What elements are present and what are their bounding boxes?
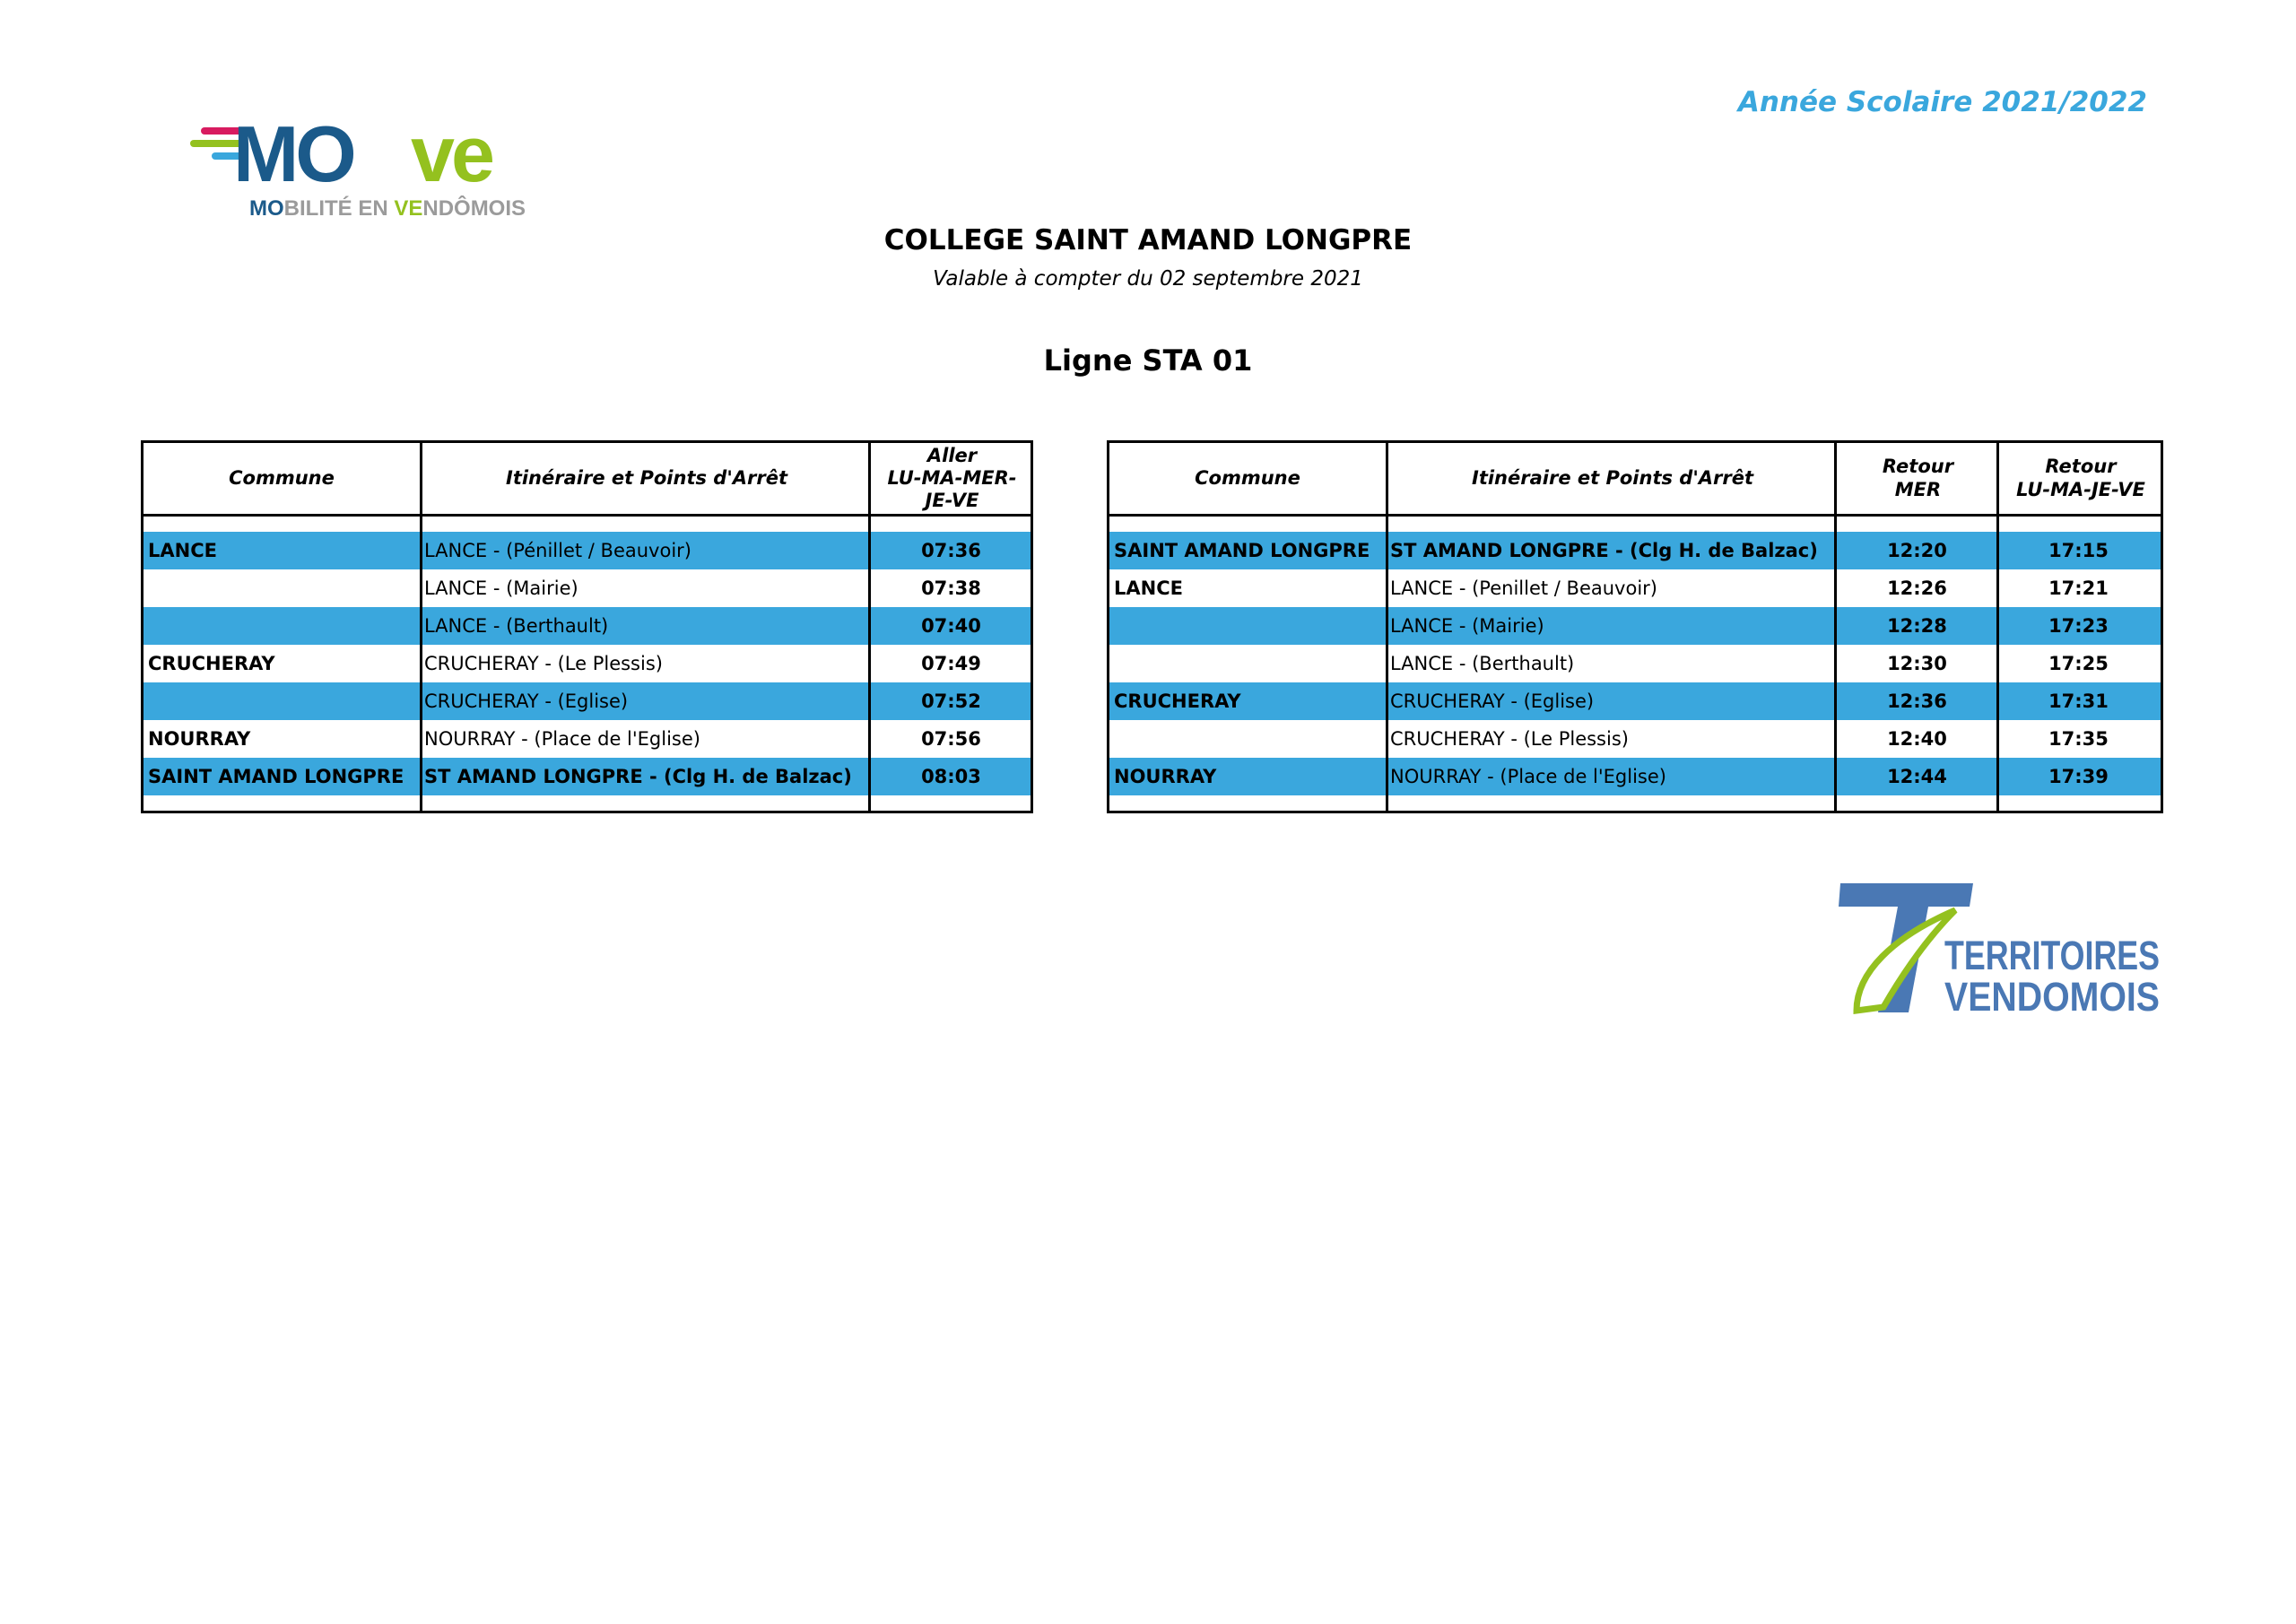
commune-cell: [1114, 607, 1383, 645]
table-row: [1109, 607, 2161, 645]
time-mer-cell: 12:30: [1887, 653, 1947, 674]
time-week-cell: 17:35: [2048, 728, 2109, 750]
commune-cell: [1114, 645, 1383, 682]
table-row: [144, 607, 1031, 645]
stop-cell: LANCE - (Mairie): [1390, 615, 1544, 637]
table-row: [144, 720, 1031, 758]
time-week-cell: 17:23: [2048, 615, 2109, 637]
stop-cell: LANCE - (Pénillet / Beauvoir): [424, 540, 691, 561]
time-cell: 07:40: [921, 615, 981, 637]
header-commune: Commune: [1195, 466, 1300, 489]
column-divider: [1996, 443, 1999, 811]
header-commune: Commune: [229, 466, 335, 489]
svg-text:VENDOMOIS: VENDOMOIS: [1944, 974, 2160, 1020]
commune-cell: [148, 682, 417, 720]
table-row: [144, 758, 1031, 795]
table-row: [144, 569, 1031, 607]
table-row: [1109, 532, 2161, 569]
column-divider: [868, 443, 871, 811]
retour-timetable: [1107, 440, 2163, 813]
table-row: [144, 532, 1031, 569]
stop-cell: LANCE - (Berthault): [424, 615, 609, 637]
stop-cell: LANCE - (Mairie): [424, 578, 578, 599]
header-retour-week: [2001, 443, 2161, 514]
stop-cell: CRUCHERAY - (Eglise): [1390, 690, 1595, 712]
time-mer-cell: 12:40: [1887, 728, 1947, 750]
stop-cell: ST AMAND LONGPRE - (Clg H. de Balzac): [424, 766, 852, 787]
commune-cell: CRUCHERAY: [1114, 690, 1241, 712]
college-title: COLLEGE SAINT AMAND LONGPRE: [883, 224, 1413, 256]
header-retour-label: Retour: [2045, 456, 2117, 478]
table-row: [1109, 720, 2161, 758]
time-week-cell: 17:21: [2048, 578, 2109, 599]
retour-table-body: [1109, 517, 2161, 811]
table-row: [1109, 645, 2161, 682]
stop-cell: CRUCHERAY - (Eglise): [424, 690, 629, 712]
header-retour-days: LU-MA-JE-VE: [2016, 478, 2145, 500]
stop-cell: LANCE - (Penillet / Beauvoir): [1390, 578, 1657, 599]
svg-text:ve: ve: [411, 109, 491, 198]
time-cell: 07:49: [921, 653, 981, 674]
aller-table-header: [144, 443, 1031, 517]
move-logo: [190, 109, 576, 230]
table-row: [144, 645, 1031, 682]
header-retour-days: MER: [1894, 478, 1942, 500]
time-mer-cell: 12:26: [1887, 578, 1947, 599]
time-cell: 07:56: [921, 728, 981, 750]
time-cell: 07:52: [921, 690, 981, 712]
aller-timetable: [141, 440, 1033, 813]
time-mer-cell: 12:28: [1887, 615, 1947, 637]
svg-text:MO: MO: [233, 109, 353, 198]
stop-cell: CRUCHERAY - (Le Plessis): [1390, 728, 1629, 750]
aller-table-body: [144, 517, 1031, 811]
commune-cell: SAINT AMAND LONGPRE: [1114, 540, 1370, 561]
stop-cell: ST AMAND LONGPRE - (Clg H. de Balzac): [1390, 540, 1818, 561]
stop-cell: CRUCHERAY - (Le Plessis): [424, 653, 663, 674]
stop-cell: NOURRAY - (Place de l'Eglise): [424, 728, 700, 750]
commune-cell: LANCE: [148, 540, 217, 561]
time-cell: 07:38: [921, 578, 981, 599]
header-itineraire: Itinéraire et Points d'Arrêt: [506, 466, 787, 489]
header-aller-line: Aller: [926, 444, 978, 466]
header-aller-time: [874, 443, 1031, 514]
commune-cell: NOURRAY: [148, 728, 251, 750]
territoires-vendomois-logo: [1839, 883, 2163, 1018]
time-mer-cell: 12:20: [1887, 540, 1947, 561]
header-retour-mer: [1839, 443, 1996, 514]
time-mer-cell: 12:36: [1887, 690, 1947, 712]
line-title: Ligne STA 01: [1043, 343, 1253, 378]
commune-cell: LANCE: [1114, 578, 1183, 599]
time-cell: 08:03: [921, 766, 981, 787]
svg-text:TERRITOIRES: TERRITOIRES: [1944, 933, 2160, 978]
column-divider: [1834, 443, 1837, 811]
commune-cell: [148, 569, 417, 607]
validity-date: Valable à compter du 02 septembre 2021: [933, 267, 1363, 291]
commune-cell: [1114, 720, 1383, 758]
time-week-cell: 17:15: [2048, 540, 2109, 561]
commune-cell: CRUCHERAY: [148, 653, 275, 674]
header-aller-days: JE-VE: [925, 490, 979, 512]
table-row: [1109, 682, 2161, 720]
time-mer-cell: 12:44: [1887, 766, 1947, 787]
column-divider: [1386, 443, 1388, 811]
table-row: [1109, 569, 2161, 607]
table-row: [1109, 758, 2161, 795]
table-row: [144, 682, 1031, 720]
commune-cell: NOURRAY: [1114, 766, 1217, 787]
stop-cell: NOURRAY - (Place de l'Eglise): [1390, 766, 1666, 787]
time-week-cell: 17:39: [2048, 766, 2109, 787]
header-itineraire: Itinéraire et Points d'Arrêt: [1472, 466, 1753, 489]
header-retour-label: Retour: [1882, 456, 1954, 478]
svg-text:MOBILITÉ EN VENDÔMOIS: MOBILITÉ EN VENDÔMOIS: [249, 196, 526, 221]
time-week-cell: 17:31: [2048, 690, 2109, 712]
commune-cell: SAINT AMAND LONGPRE: [148, 766, 404, 787]
time-cell: 07:36: [921, 540, 981, 561]
stop-cell: LANCE - (Berthault): [1390, 653, 1575, 674]
header-aller-days: LU-MA-MER-: [887, 466, 1017, 489]
school-year: Année Scolaire 2021/2022: [1737, 86, 2147, 118]
column-divider: [420, 443, 422, 811]
retour-table-header: [1109, 443, 2161, 517]
commune-cell: [148, 607, 417, 645]
time-week-cell: 17:25: [2048, 653, 2109, 674]
